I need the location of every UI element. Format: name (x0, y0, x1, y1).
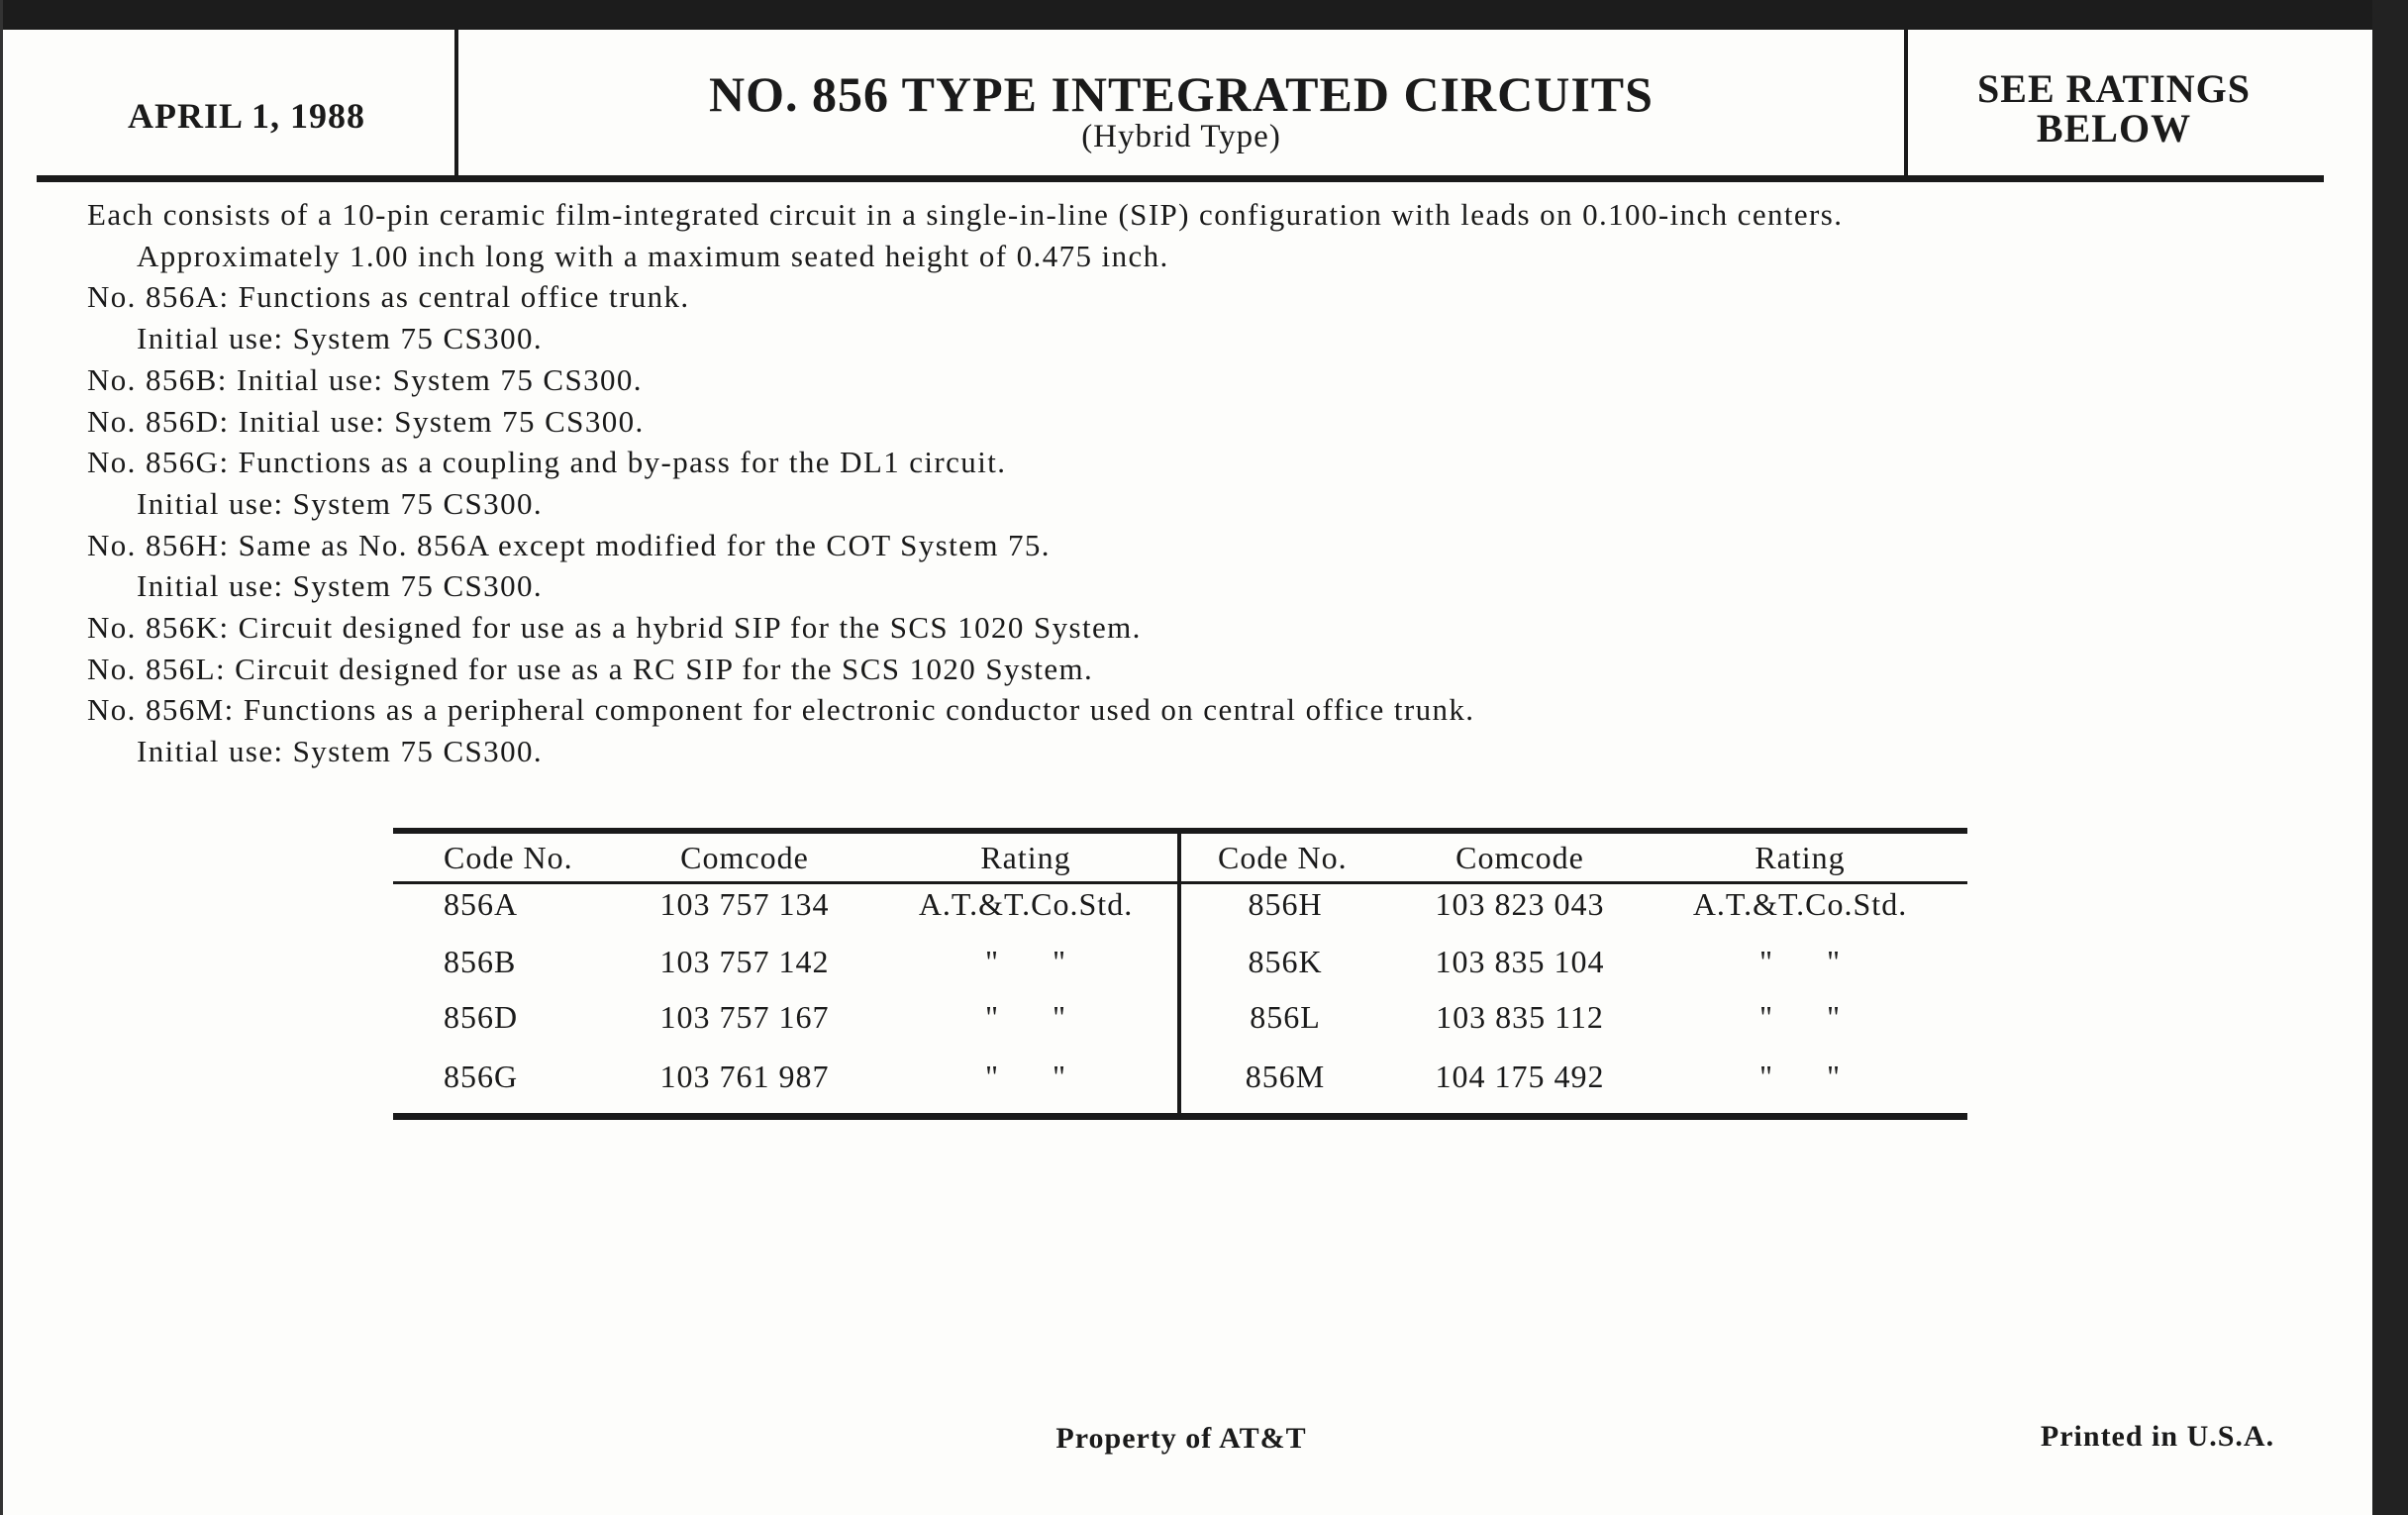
ratings-note-line2: BELOW (2036, 106, 2192, 151)
table-cell-rating: A.T.&T.Co.Std. (918, 886, 1134, 922)
table-cell-comcode: 103 823 043 (1435, 886, 1605, 922)
description-line: No. 856B: Initial use: System 75 CS300. (87, 361, 643, 397)
table-cell-rating: " " (984, 999, 1067, 1035)
column-header-rating: Rating (980, 840, 1071, 875)
footer-property: Property of AT&T (1055, 1422, 1307, 1455)
table-cell-rating: " " (1758, 999, 1842, 1035)
description-line: Initial use: System 75 CS300. (137, 734, 544, 769)
table-cell-code: 856B (444, 944, 517, 979)
table-center-divider (1177, 832, 1181, 1115)
table-cell-rating: " " (984, 944, 1067, 979)
table-cell-rating: " " (1758, 944, 1842, 979)
table-cell-comcode: 103 761 987 (659, 1059, 830, 1094)
table-cell-comcode: 103 835 104 (1435, 944, 1605, 979)
issue-date: APRIL 1, 1988 (127, 96, 366, 136)
description-line: No. 856H: Same as No. 856A except modified for the COT System 75. (87, 527, 1051, 562)
description-line: Initial use: System 75 CS300. (137, 485, 544, 521)
description-line: No. 856D: Initial use: System 75 CS300. (87, 403, 645, 439)
table-cell-comcode: 103 757 167 (659, 999, 830, 1035)
column-header-code-no: Code No. (1218, 840, 1348, 875)
column-header-code-no: Code No. (444, 840, 573, 875)
table-cell-comcode: 103 835 112 (1436, 999, 1604, 1035)
description-line: Initial use: System 75 CS300. (137, 321, 544, 356)
description-line: No. 856L: Circuit designed for use as a RC SIP for the SCS 1020 System. (87, 651, 1094, 686)
table-cell-rating: A.T.&T.Co.Std. (1692, 886, 1908, 922)
page-subtitle: (Hybrid Type) (1081, 119, 1281, 154)
table-cell-code: 856G (444, 1059, 519, 1094)
column-header-comcode: Comcode (1455, 840, 1584, 875)
column-header-comcode: Comcode (680, 840, 809, 875)
table-cell-code: 856M (1245, 1059, 1326, 1094)
footer-printed: Printed in U.S.A. (2040, 1420, 2275, 1453)
table-cell-comcode: 103 757 134 (659, 886, 830, 922)
description-line: No. 856G: Functions as a coupling and by-pass for the DL1 circuit. (87, 445, 1007, 480)
table-cell-code: 856H (1248, 886, 1323, 922)
table-cell-code: 856K (1248, 944, 1323, 979)
scan-right-edge (2372, 0, 2408, 1515)
table-cell-comcode: 103 757 142 (659, 944, 830, 979)
page-title: NO. 856 TYPE INTEGRATED CIRCUITS (709, 66, 1654, 122)
table-cell-code: 856A (444, 886, 519, 922)
table-cell-code: 856L (1250, 999, 1321, 1035)
description-line: Each consists of a 10-pin ceramic film-integrated circuit in a single-in-line (SIP) configuration with leads on 0.100-inch centers. (87, 197, 1844, 232)
description-line: No. 856M: Functions as a peripheral component for electronic conductor used on central office trunk. (87, 692, 1475, 728)
table-cell-comcode: 104 175 492 (1435, 1059, 1605, 1094)
scan-top-edge (0, 0, 2408, 30)
table-cell-code: 856D (444, 999, 519, 1035)
description-line: Initial use: System 75 CS300. (137, 568, 544, 604)
ratings-note (1906, 66, 2322, 151)
ratings-note-line1: SEE RATINGS (1977, 66, 2251, 111)
table-cell-rating: " " (984, 1059, 1067, 1094)
description-line: No. 856A: Functions as central office trunk. (87, 279, 690, 315)
column-header-rating: Rating (1755, 840, 1846, 875)
scan-left-edge (0, 0, 3, 1515)
description-line: Approximately 1.00 inch long with a maximum seated height of 0.475 inch. (137, 238, 1169, 273)
header-rule (37, 175, 2324, 182)
description-line: No. 856K: Circuit designed for use as a hybrid SIP for the SCS 1020 System. (87, 610, 1142, 645)
table-cell-rating: " " (1758, 1059, 1842, 1094)
